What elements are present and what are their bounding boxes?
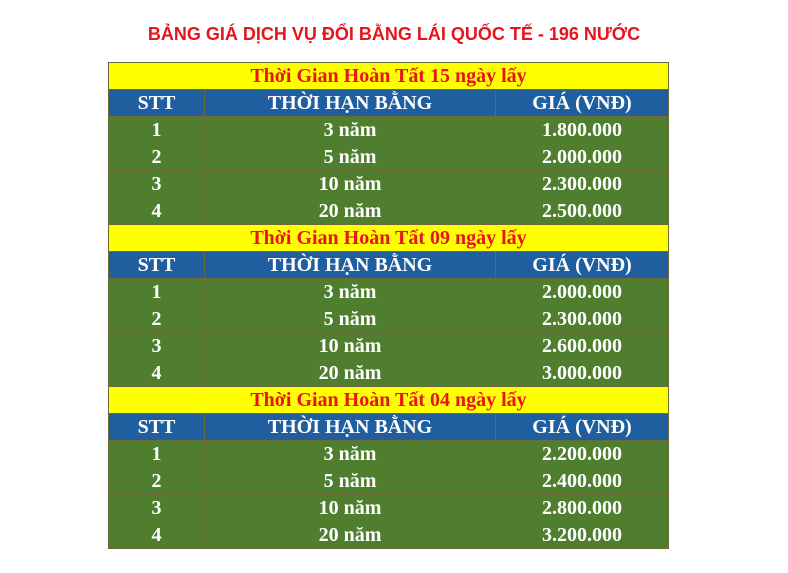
column-header-price: GIÁ (VNĐ) [496, 414, 669, 441]
page-title: BẢNG GIÁ DỊCH VỤ ĐỔI BẰNG LÁI QUỐC TẾ - 196 NƯỚC [147, 24, 641, 44]
cell-stt: 2 [109, 468, 205, 495]
column-header-stt: STT [109, 90, 205, 117]
column-header-price: GIÁ (VNĐ) [496, 252, 669, 279]
price-table [108, 62, 669, 549]
column-header-row [109, 252, 669, 279]
cell-term: 10 năm [205, 495, 496, 522]
cell-term: 20 năm [205, 198, 496, 225]
table-row [109, 522, 669, 549]
table-row [109, 306, 669, 333]
cell-term: 5 năm [205, 468, 496, 495]
cell-term: 10 năm [205, 171, 496, 198]
column-header-term: THỜI HẠN BẰNG [205, 252, 496, 279]
cell-price: 2.300.000 [496, 306, 669, 333]
cell-price: 1.800.000 [496, 117, 669, 144]
cell-term: 20 năm [205, 360, 496, 387]
cell-stt: 2 [109, 144, 205, 171]
cell-stt: 2 [109, 306, 205, 333]
table-row [109, 279, 669, 306]
column-header-row [109, 414, 669, 441]
table-row [109, 144, 669, 171]
cell-price: 2.500.000 [496, 198, 669, 225]
cell-term: 20 năm [205, 522, 496, 549]
section-heading: Thời Gian Hoàn Tất 04 ngày lấy [109, 387, 669, 414]
cell-term: 3 năm [205, 279, 496, 306]
cell-stt: 3 [109, 171, 205, 198]
cell-term: 5 năm [205, 306, 496, 333]
table-row [109, 360, 669, 387]
section-header [109, 63, 669, 90]
section-heading: Thời Gian Hoàn Tất 15 ngày lấy [109, 63, 669, 90]
cell-stt: 4 [109, 360, 205, 387]
cell-price: 2.800.000 [496, 495, 669, 522]
cell-stt: 4 [109, 198, 205, 225]
cell-price: 2.600.000 [496, 333, 669, 360]
table-row [109, 171, 669, 198]
table-row [109, 198, 669, 225]
cell-term: 3 năm [205, 117, 496, 144]
cell-price: 2.000.000 [496, 144, 669, 171]
cell-term: 5 năm [205, 144, 496, 171]
column-header-row [109, 90, 669, 117]
column-header-term: THỜI HẠN BẰNG [205, 414, 496, 441]
table-row [109, 495, 669, 522]
table-row [109, 117, 669, 144]
cell-price: 3.000.000 [496, 360, 669, 387]
column-header-stt: STT [109, 252, 205, 279]
cell-term: 3 năm [205, 441, 496, 468]
section-header [109, 225, 669, 252]
cell-stt: 1 [109, 441, 205, 468]
cell-term: 10 năm [205, 333, 496, 360]
cell-price: 2.200.000 [496, 441, 669, 468]
table-row [109, 333, 669, 360]
cell-stt: 4 [109, 522, 205, 549]
table-row [109, 441, 669, 468]
table-row [109, 468, 669, 495]
cell-stt: 3 [109, 495, 205, 522]
cell-price: 3.200.000 [496, 522, 669, 549]
column-header-stt: STT [109, 414, 205, 441]
section-header [109, 387, 669, 414]
section-heading: Thời Gian Hoàn Tất 09 ngày lấy [109, 225, 669, 252]
cell-price: 2.400.000 [496, 468, 669, 495]
cell-stt: 1 [109, 117, 205, 144]
cell-stt: 1 [109, 279, 205, 306]
cell-price: 2.300.000 [496, 171, 669, 198]
cell-stt: 3 [109, 333, 205, 360]
column-header-price: GIÁ (VNĐ) [496, 90, 669, 117]
cell-price: 2.000.000 [496, 279, 669, 306]
column-header-term: THỜI HẠN BẰNG [205, 90, 496, 117]
